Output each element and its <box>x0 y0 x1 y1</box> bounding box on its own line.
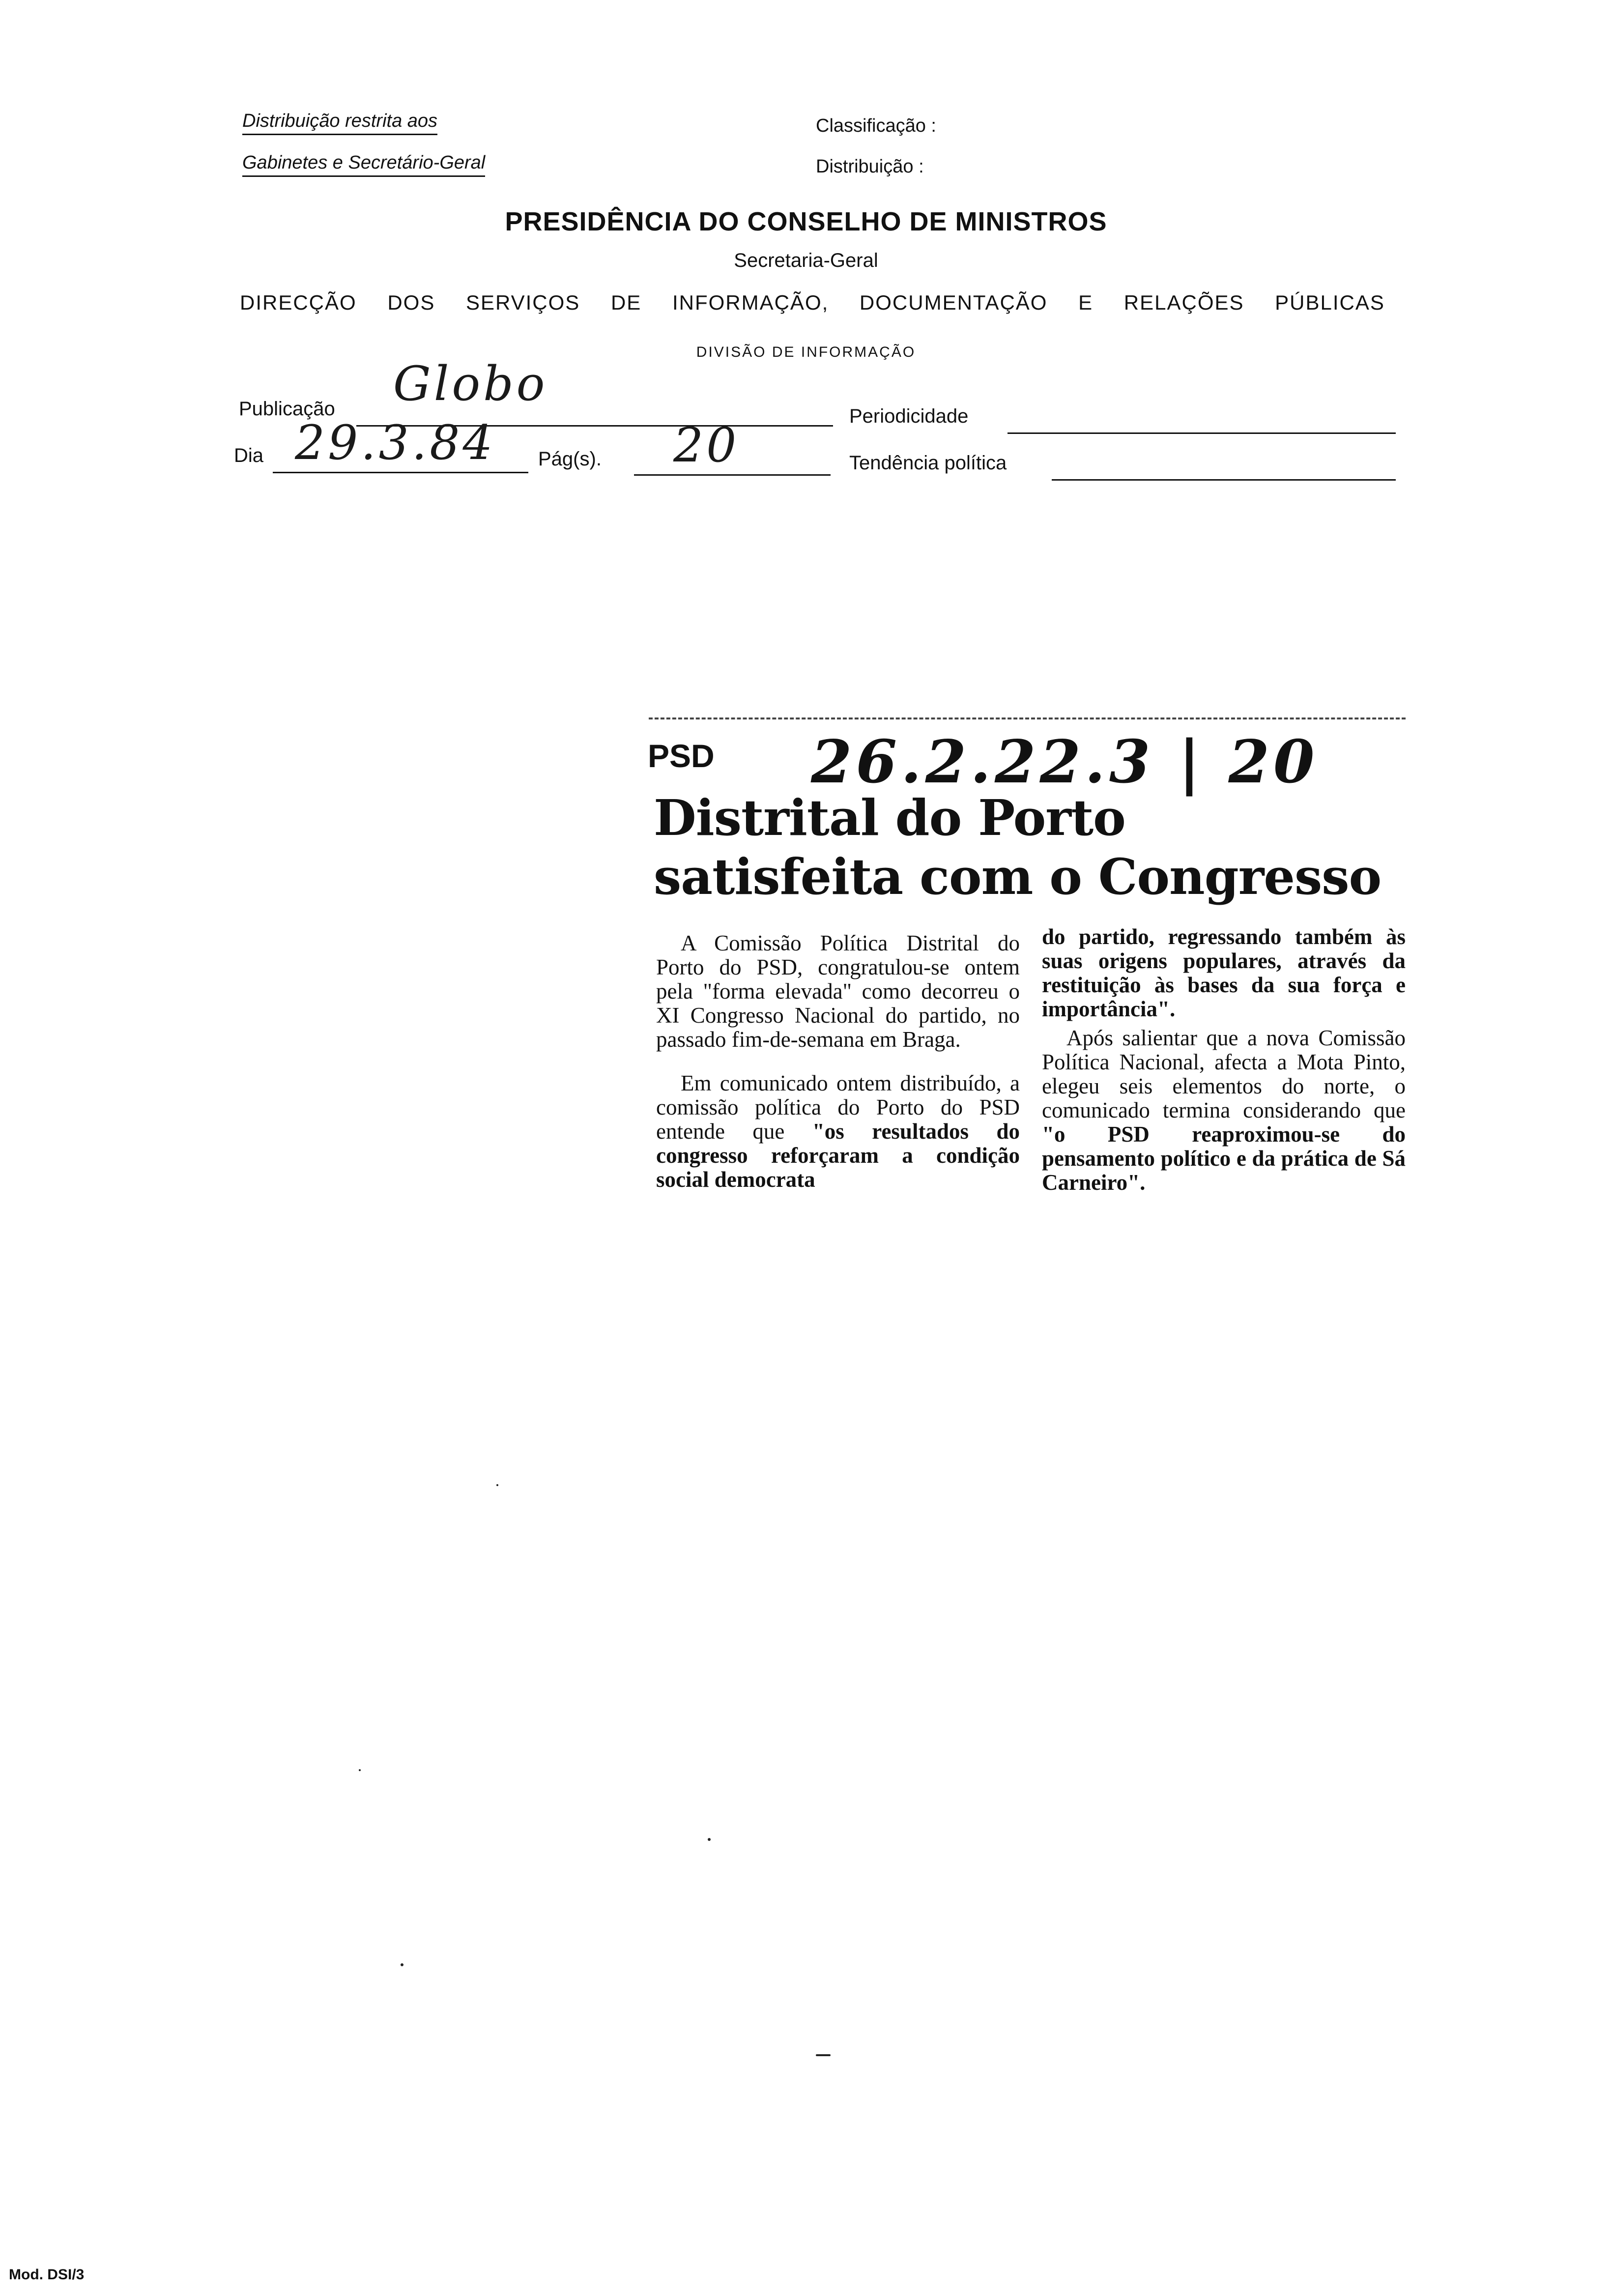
pags-line <box>634 474 831 476</box>
article-quote: "o PSD reaproximou-se do pensamento político e da prática de Sá Carneiro". <box>1042 1122 1406 1195</box>
distribuicao-label: Distribuição : <box>816 156 924 177</box>
direccao-word: PÚBLICAS <box>1275 291 1385 314</box>
pags-value: 20 <box>673 418 740 473</box>
direccao-word: SERVIÇOS <box>466 291 580 314</box>
article-paragraph <box>1042 925 1406 1021</box>
scan-speck <box>359 1769 361 1771</box>
article-paragraph <box>656 1071 1020 1192</box>
article-text: Após salientar que a nova Comissão Política Nacional, afecta a Mota Pinto, elegeu seis elementos do norte, o comunicado termina considerando que <box>1042 1026 1406 1122</box>
restricted-distribution-line1: Distribuição restrita aos <box>242 111 437 135</box>
direccao-word: DE <box>610 291 642 314</box>
page-title: PRESIDÊNCIA DO CONSELHO DE MINISTROS <box>505 207 1107 236</box>
tendencia-line <box>1052 479 1396 481</box>
scan-speck <box>708 1838 711 1841</box>
restricted-distribution-line2: Gabinetes e Secretário-Geral <box>242 152 485 177</box>
scan-speck <box>816 2054 831 2056</box>
direccao-word: INFORMAÇÃO, <box>672 291 829 314</box>
tendencia-label: Tendência política <box>849 452 1007 474</box>
article-quote: do partido, regressando também às suas origens populares, através da restituição às bases da sua força e importância". <box>1042 924 1406 1021</box>
article-column-1 <box>656 931 1020 1211</box>
dia-value: 29.3.84 <box>295 415 496 470</box>
clipping-edge <box>649 718 1406 723</box>
direccao-word: RELAÇÕES <box>1123 291 1244 314</box>
article-column-2 <box>1042 925 1406 1214</box>
direccao-line <box>240 291 1385 315</box>
periodicidade-label: Periodicidade <box>849 405 969 427</box>
clipping-reference: 26.2.22.3 | 20 <box>811 727 1319 797</box>
article-quote: "os resultados do congresso reforçaram a condição social democrata <box>656 1119 1020 1192</box>
classificacao-label: Classificação : <box>816 115 936 136</box>
clipping-section: PSD <box>648 738 715 774</box>
scan-speck <box>401 1963 403 1966</box>
direccao-word: DOCUMENTAÇÃO <box>859 291 1048 314</box>
direccao-word: DIRECÇÃO <box>240 291 357 314</box>
divisao-label: DIVISÃO DE INFORMAÇÃO <box>696 344 916 360</box>
form-model-code: Mod. DSI/3 <box>9 2267 85 2283</box>
headline-line1: Distrital do Porto <box>654 789 1125 847</box>
page-subtitle: Secretaria-Geral <box>734 250 878 271</box>
publicacao-value: Globo <box>393 356 548 411</box>
article-text: Em comunicado ontem distribuído, a comissão política do Porto do PSD entende que <box>656 1071 1020 1144</box>
direccao-word: DOS <box>387 291 435 314</box>
dia-line <box>273 472 528 473</box>
periodicidade-line <box>1008 432 1396 434</box>
article-paragraph: A Comissão Política Distrital do Porto do PSD, congratulou-se ontem pela "forma elevada" como decorreu o XI Congresso Nacional do partido, no passado fim-de-semana em Braga. <box>656 931 1020 1052</box>
publicacao-label: Publicação <box>239 398 335 420</box>
article-paragraph <box>1042 1026 1406 1195</box>
dia-label: Dia <box>234 445 264 466</box>
headline-line2: satisfeita com o Congresso <box>654 848 1382 906</box>
direccao-word: E <box>1078 291 1094 314</box>
scan-speck <box>496 1484 498 1486</box>
pags-label: Pág(s). <box>538 448 602 470</box>
